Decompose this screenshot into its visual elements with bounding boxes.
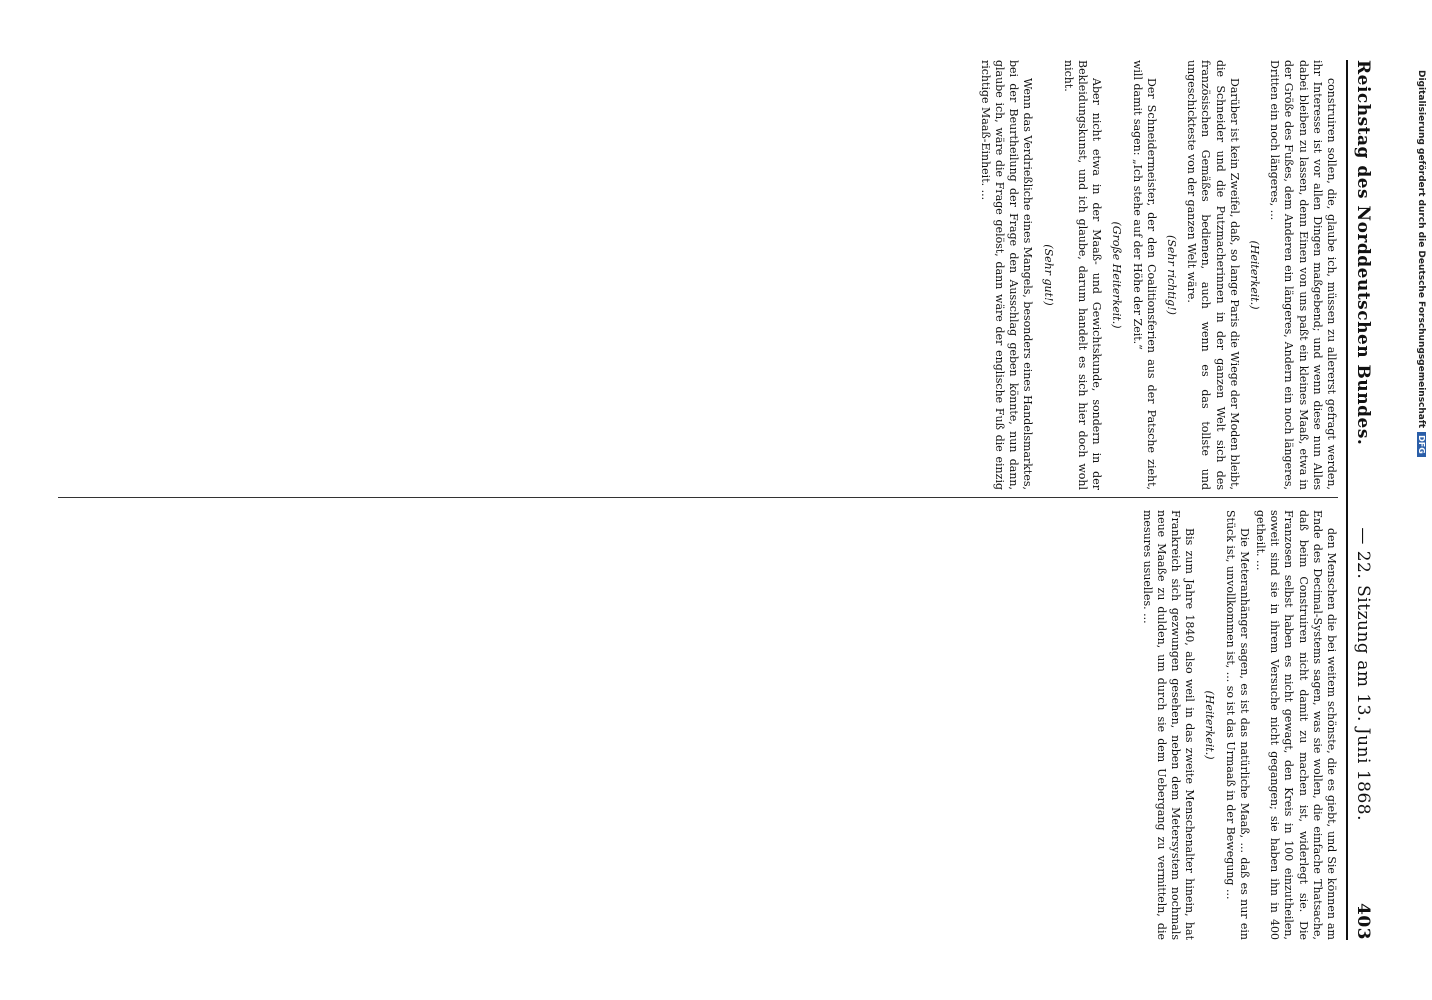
dfg-logo: DFG	[1417, 432, 1426, 457]
page-content	[58, 60, 1378, 940]
right-column	[58, 510, 1338, 940]
interjection: (Sehr gut!)	[1041, 244, 1055, 306]
credit-text: Digitalisierung gefördert durch die Deutsche Forschungsgemeinschaft	[1416, 70, 1426, 429]
header-left-title: Reichstag des Norddeutschen Bundes.	[1353, 60, 1373, 446]
paragraph: Wenn das Verdrießliche eines Mangels, besonders eines Handelsmarktes, bei der Beurtheilung der Frage den Ausschlag geben könnte, nun dann, glaube ich, wäre die Frage gelöst, dann wäre der englische Fuß die einzig richtige Maaß-Einheit. ...	[978, 60, 1035, 490]
digitization-credit	[1412, 70, 1426, 930]
interjection: (Große Heiterkeit.)	[1110, 221, 1124, 329]
rotated-page	[58, 60, 1378, 940]
paragraph: Die Meteranhänger sagen, es ist das natürliche Maaß, ... daß es nur ein Stück ist, unvollkommen ist, ... so ist das Urmaaß in der Bewegung ...	[1223, 510, 1251, 940]
interjection: (Heiterkeit.)	[1203, 690, 1217, 760]
page-number: 403	[1353, 903, 1373, 940]
paragraph: den Menschen die bei weitem schönste, die es giebt, und Sie können am Ende des Decimal-Systems sagen, was sie wollen, die einfache Thatsache, daß beim Construiren nicht damit zu machen ist, widerlegt sie. Die Franzosen selbst haben es nicht gewagt, den Kreis in 100 einzutheilen, soweit sind sie in ihrem Versuche nicht gegangen; sie haben ihn in 400 getheilt. ...	[1253, 510, 1338, 940]
document-spread	[58, 60, 1432, 940]
credit-text-wrapper	[1412, 70, 1426, 930]
paragraph: Aber nicht etwa in der Maaß- und Gewichtskunde, sondern in der Bekleidungskunst, und ich glaube, darum handelt es sich hier doch wohl nicht.	[1061, 60, 1104, 490]
interjection: (Sehr richtig!)	[1164, 235, 1178, 315]
header-right-title: — 22. Sitzung am 13. Juni 1868.	[1353, 527, 1373, 822]
paragraph: Der Schneidermeister, der den Coalitionsferien aus der Patsche zieht, will damit sagen: „Ich stehe auf der Höhe der Zeit.“	[1130, 60, 1158, 490]
paragraph: construiren sollen, die, glaube ich, müssen zu allererst gefragt werden, ihr Interesse ist vor allen Dingen maßgebend; und wenn diese nun Alles dabei bleiben zu lassen, denn Einen von uns paßt ein kleines Maaß, etwa in der Größe des Fußes, dem Anderen ein längeres, Andern ein noch längeres, Dritten ein noch längeres, ...	[1268, 60, 1338, 490]
running-header	[1346, 60, 1378, 940]
interjection: (Heiterkeit.)	[1247, 240, 1261, 310]
text-columns	[58, 60, 1338, 940]
paragraph: Darüber ist kein Zweifel, daß, so lange Paris die Wiege der Moden bleibt, die Schneider und die Putzmacherinnen in der ganzen Welt sich des französischen Gemäßes bedienen, auch wenn es das tollste und ungeschickteste von der ganzen Welt wäre.	[1185, 60, 1241, 490]
paragraph: Bis zum Jahre 1840, also weil in das zweite Menschenalter hinein, hat Frankreich sich gezwungen gesehen, neben dem Metersystem nochmals neue Maaße zu dulden, um durch sie dem Uebergang zu vermitteln, die mesures usuelles. ...	[1140, 510, 1197, 940]
left-column	[58, 60, 1338, 490]
